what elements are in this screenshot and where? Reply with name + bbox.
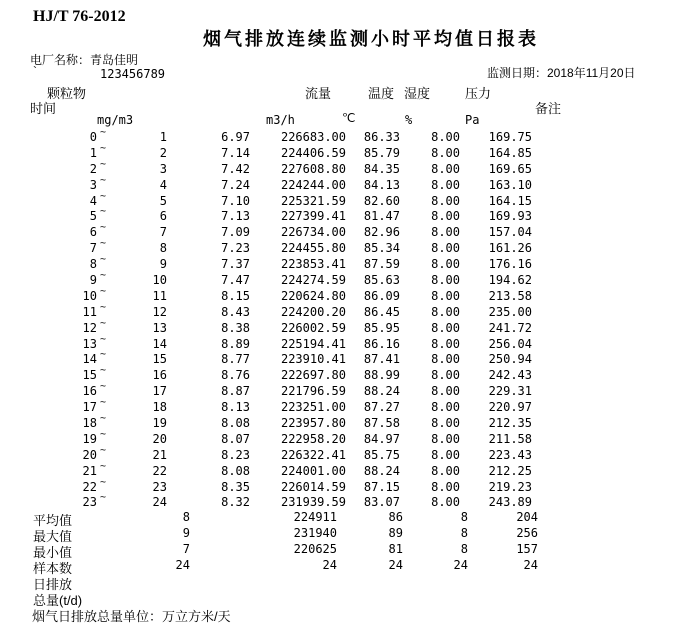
cell-flow: 231940 [293, 525, 337, 540]
cell-pressure: 256 [516, 525, 538, 540]
column-header-pressure: 压力 [465, 86, 492, 101]
cell-pressure: 176.16 [488, 257, 532, 272]
summary-label: 平均值 [33, 513, 73, 528]
cell-temperature: 85.95 [363, 320, 400, 335]
cell-particulate: 7.42 [221, 161, 250, 176]
cell-humidity: 8.00 [431, 400, 460, 415]
cell-flow: 220624.80 [280, 288, 346, 303]
cell-flow: 220625 [293, 541, 337, 556]
cell-hour-start: 2 [89, 161, 97, 176]
cell-particulate: 8.89 [221, 336, 250, 351]
cell-particulate: 8.32 [221, 495, 250, 510]
cell-particulate: 8.76 [221, 368, 250, 383]
cell-particulate: 7.13 [221, 209, 250, 224]
cell-humidity: 8.00 [431, 225, 460, 240]
cell-particulate: 7.09 [221, 225, 250, 240]
cell-temperature: 89 [388, 525, 403, 540]
cell-hour-start: 3 [89, 177, 97, 192]
cell-temperature: 83.07 [363, 495, 400, 510]
cell-pressure: 163.10 [488, 177, 532, 192]
cell-humidity: 8.00 [431, 479, 460, 494]
report-title: 烟气排放连续监测小时平均值日报表 [203, 29, 539, 49]
cell-flow: 223957.80 [280, 416, 346, 431]
cell-humidity: 8.00 [431, 130, 460, 144]
cell-pressure: 220.97 [488, 400, 532, 415]
time-separator: ~ [100, 460, 107, 472]
cell-particulate: 9 [182, 525, 190, 540]
time-separator: ~ [100, 428, 107, 440]
time-separator: ~ [100, 317, 107, 329]
cell-particulate: 7.10 [221, 193, 250, 208]
cell-particulate: 8.43 [221, 304, 250, 319]
time-separator: ~ [100, 174, 107, 186]
cell-humidity: 8.00 [431, 209, 460, 224]
cell-particulate: 8.77 [221, 352, 250, 367]
cell-hour-start: 19 [82, 431, 97, 446]
cell-hour-end: 6 [159, 209, 167, 224]
summary-row [0, 574, 677, 590]
cell-hour-end: 5 [159, 193, 167, 208]
time-separator: ~ [100, 142, 107, 154]
cell-flow: 225321.59 [280, 193, 346, 208]
cell-hour-start: 1 [89, 145, 97, 160]
time-separator: ~ [100, 127, 107, 138]
cell-hour-end: 2 [159, 145, 167, 160]
cell-humidity: 8.00 [431, 161, 460, 176]
cell-pressure: 194.62 [488, 273, 532, 288]
cell-hour-end: 9 [159, 257, 167, 272]
cell-flow: 226734.00 [280, 225, 346, 240]
cell-hour-start: 6 [89, 225, 97, 240]
cell-pressure: 164.85 [488, 145, 532, 160]
cell-hour-start: 23 [82, 495, 97, 510]
cell-temperature: 82.96 [363, 225, 400, 240]
cell-flow: 222958.20 [280, 431, 346, 446]
cell-hour-end: 18 [152, 400, 167, 415]
cell-hour-end: 19 [152, 416, 167, 431]
cell-temperature: 85.63 [363, 273, 400, 288]
cell-pressure: 212.25 [488, 463, 532, 478]
cell-temperature: 81.47 [363, 209, 400, 224]
cell-flow: 227399.41 [280, 209, 346, 224]
cell-pressure: 157 [516, 541, 538, 556]
plant-code: 123456789 [100, 67, 166, 81]
time-separator: ~ [100, 413, 107, 425]
time-separator: ~ [100, 285, 107, 297]
time-separator: ~ [100, 444, 107, 456]
monitor-date-label: 监测日期：2018年11月20日 [487, 66, 636, 80]
cell-hour-end: 20 [152, 431, 167, 446]
cell-hour-start: 4 [89, 193, 97, 208]
cell-particulate: 8 [182, 510, 190, 524]
cell-humidity: 8 [460, 510, 468, 524]
cell-hour-start: 10 [82, 288, 97, 303]
cell-temperature: 82.60 [363, 193, 400, 208]
cell-hour-end: 4 [159, 177, 167, 192]
cell-humidity: 8 [460, 541, 468, 556]
cell-pressure: 169.75 [488, 130, 532, 144]
time-separator: ~ [100, 397, 107, 409]
summary-label: 日排放 [33, 576, 73, 592]
summary-label: 最大值 [33, 528, 73, 544]
cell-particulate: 8.38 [221, 320, 250, 335]
cell-temperature: 86.16 [363, 336, 400, 351]
cell-flow: 224406.59 [280, 145, 346, 160]
cell-particulate: 8.08 [221, 416, 250, 431]
cell-hour-start: 13 [82, 336, 97, 351]
cell-particulate: 7 [182, 541, 190, 556]
cell-flow: 227608.80 [280, 161, 346, 176]
plant-mark: ` [33, 64, 37, 78]
cell-particulate: 8.08 [221, 463, 250, 478]
cell-temperature: 85.75 [363, 447, 400, 462]
cell-humidity: 8.00 [431, 352, 460, 367]
time-separator: ~ [100, 301, 107, 313]
cell-flow: 226014.59 [280, 479, 346, 494]
cell-hour-start: 22 [82, 479, 97, 494]
cell-flow: 226322.41 [280, 447, 346, 462]
time-separator: ~ [100, 190, 107, 202]
cell-hour-end: 11 [152, 288, 167, 303]
cell-flow: 225194.41 [280, 336, 346, 351]
cell-hour-start: 12 [82, 320, 97, 335]
cell-pressure: 161.26 [488, 241, 532, 256]
cell-temperature: 88.24 [363, 463, 400, 478]
column-header-flow: 流量 [305, 86, 332, 101]
cell-pressure: 250.94 [488, 352, 532, 367]
cell-hour-start: 0 [89, 130, 97, 144]
cell-humidity: 8.00 [431, 447, 460, 462]
cell-hour-end: 16 [152, 368, 167, 383]
cell-humidity: 8.00 [431, 384, 460, 399]
cell-temperature: 84.13 [363, 177, 400, 192]
cell-hour-start: 14 [82, 352, 97, 367]
cell-hour-start: 15 [82, 368, 97, 383]
cell-pressure: 169.65 [488, 161, 532, 176]
cell-hour-start: 21 [82, 463, 97, 478]
cell-hour-end: 7 [159, 225, 167, 240]
cell-humidity: 8 [460, 525, 468, 540]
unit-flow: m3/h [266, 113, 295, 127]
cell-flow: 231939.59 [280, 495, 346, 510]
cell-particulate: 7.37 [221, 257, 250, 272]
cell-humidity: 8.00 [431, 336, 460, 351]
cell-humidity: 8.00 [431, 193, 460, 208]
cell-temperature: 87.59 [363, 257, 400, 272]
cell-temperature: 81 [388, 541, 403, 556]
cell-particulate: 7.23 [221, 241, 250, 256]
cell-hour-end: 12 [152, 304, 167, 319]
unit-particulate: mg/m3 [97, 113, 134, 127]
cell-hour-start: 17 [82, 400, 97, 415]
summary-row [0, 558, 677, 574]
cell-hour-end: 8 [159, 241, 167, 256]
cell-temperature: 88.24 [363, 384, 400, 399]
cell-humidity: 24 [453, 557, 468, 572]
cell-temperature: 86.45 [363, 304, 400, 319]
cell-humidity: 8.00 [431, 320, 460, 335]
summary-row [0, 526, 677, 542]
cell-temperature: 86 [388, 510, 403, 524]
cell-particulate: 8.87 [221, 384, 250, 399]
cell-pressure: 219.23 [488, 479, 532, 494]
cell-pressure: 24 [523, 557, 538, 572]
time-separator: ~ [100, 206, 107, 218]
cell-hour-start: 8 [89, 257, 97, 272]
cell-hour-end: 23 [152, 479, 167, 494]
cell-flow: 224200.20 [280, 304, 346, 319]
cell-pressure: 241.72 [488, 320, 532, 335]
cell-humidity: 8.00 [431, 431, 460, 446]
summary-label: 样本数 [33, 560, 73, 576]
cell-hour-end: 22 [152, 463, 167, 478]
cell-humidity: 8.00 [431, 145, 460, 160]
cell-flow: 221796.59 [280, 384, 346, 399]
cell-temperature: 87.27 [363, 400, 400, 415]
cell-temperature: 84.35 [363, 161, 400, 176]
time-separator: ~ [100, 492, 107, 504]
cell-hour-end: 24 [152, 495, 167, 510]
cell-pressure: 157.04 [488, 225, 532, 240]
time-separator: ~ [100, 158, 107, 170]
cell-temperature: 86.09 [363, 288, 400, 303]
summary-label: 最小值 [33, 544, 73, 560]
time-separator: ~ [100, 476, 107, 488]
cell-pressure: 242.43 [488, 368, 532, 383]
cell-hour-end: 1 [159, 130, 167, 144]
cell-pressure: 256.04 [488, 336, 532, 351]
unit-temperature: ℃ [342, 111, 356, 125]
summary-rows [0, 510, 677, 592]
cell-temperature: 85.34 [363, 241, 400, 256]
cell-pressure: 223.43 [488, 447, 532, 462]
time-separator: ~ [100, 381, 107, 393]
cell-hour-end: 15 [152, 352, 167, 367]
hourly-rows [0, 127, 677, 511]
cell-humidity: 8.00 [431, 495, 460, 510]
cell-flow: 222697.80 [280, 368, 346, 383]
cell-pressure: 229.31 [488, 384, 532, 399]
cell-hour-start: 5 [89, 209, 97, 224]
cell-flow: 224911 [293, 510, 337, 524]
cell-pressure: 212.35 [488, 416, 532, 431]
cell-particulate: 8.35 [221, 479, 250, 494]
unit-pressure: Pa [465, 113, 480, 127]
cell-humidity: 8.00 [431, 257, 460, 272]
table-row [0, 492, 677, 511]
cell-flow: 224455.80 [280, 241, 346, 256]
cell-pressure: 204 [516, 510, 538, 524]
cell-particulate: 7.24 [221, 177, 250, 192]
cell-particulate: 6.97 [221, 130, 250, 144]
time-separator: ~ [100, 365, 107, 377]
column-header-particulate: 颗粒物 [47, 86, 87, 101]
cell-humidity: 8.00 [431, 241, 460, 256]
time-separator: ~ [100, 349, 107, 361]
cell-flow: 224244.00 [280, 177, 346, 192]
time-separator: ~ [100, 238, 107, 250]
cell-hour-start: 18 [82, 416, 97, 431]
cell-flow: 223910.41 [280, 352, 346, 367]
time-separator: ~ [100, 270, 107, 282]
cell-temperature: 24 [388, 557, 403, 572]
cell-temperature: 87.15 [363, 479, 400, 494]
cell-particulate: 8.13 [221, 400, 250, 415]
cell-humidity: 8.00 [431, 368, 460, 383]
cell-humidity: 8.00 [431, 177, 460, 192]
cell-particulate: 24 [175, 557, 190, 572]
flow-total-unit-note: 烟气日排放总量单位：万立方米/天 [32, 609, 231, 624]
cell-pressure: 235.00 [488, 304, 532, 319]
column-header-humidity: 湿度 [404, 86, 431, 101]
cell-hour-start: 11 [82, 304, 97, 319]
cell-hour-end: 17 [152, 384, 167, 399]
cell-flow: 224274.59 [280, 273, 346, 288]
cell-pressure: 243.89 [488, 495, 532, 510]
cell-flow: 223251.00 [280, 400, 346, 415]
cell-particulate: 8.07 [221, 431, 250, 446]
cell-hour-end: 14 [152, 336, 167, 351]
cell-temperature: 87.58 [363, 416, 400, 431]
cell-flow: 223853.41 [280, 257, 346, 272]
cell-hour-start: 20 [82, 447, 97, 462]
cell-flow: 224001.00 [280, 463, 346, 478]
cell-pressure: 169.93 [488, 209, 532, 224]
cell-hour-start: 9 [89, 273, 97, 288]
cell-temperature: 86.33 [363, 130, 400, 144]
cell-pressure: 211.58 [488, 431, 532, 446]
cell-particulate: 7.14 [221, 145, 250, 160]
cell-temperature: 88.99 [363, 368, 400, 383]
cell-temperature: 87.41 [363, 352, 400, 367]
standard-code: HJ/T 76-2012 [33, 8, 126, 25]
cell-humidity: 8.00 [431, 463, 460, 478]
unit-humidity: % [405, 113, 413, 127]
plant-name-label: 电厂名称：青岛佳明 [30, 53, 139, 67]
cell-humidity: 8.00 [431, 304, 460, 319]
column-header-remark: 备注 [535, 101, 562, 116]
cell-flow: 226683.00 [280, 130, 346, 144]
cell-humidity: 8.00 [431, 288, 460, 303]
cell-hour-end: 13 [152, 320, 167, 335]
summary-row [0, 510, 677, 526]
cell-particulate: 8.15 [221, 288, 250, 303]
cell-hour-end: 10 [152, 273, 167, 288]
cell-humidity: 8.00 [431, 273, 460, 288]
cell-flow: 226002.59 [280, 320, 346, 335]
cell-pressure: 213.58 [488, 288, 532, 303]
column-header-time: 时间 [30, 101, 57, 116]
cell-hour-start: 16 [82, 384, 97, 399]
cell-pressure: 164.15 [488, 193, 532, 208]
time-separator: ~ [100, 254, 107, 266]
cell-particulate: 8.23 [221, 447, 250, 462]
cell-flow: 24 [322, 557, 337, 572]
cell-hour-end: 21 [152, 447, 167, 462]
time-separator: ~ [100, 222, 107, 234]
column-header-temperature: 温度 [368, 86, 395, 101]
daily-total-label: 总量(t/d) [33, 593, 83, 608]
cell-particulate: 7.47 [221, 273, 250, 288]
cell-temperature: 85.79 [363, 145, 400, 160]
cell-hour-start: 7 [89, 241, 97, 256]
time-separator: ~ [100, 333, 107, 345]
cell-humidity: 8.00 [431, 416, 460, 431]
cell-hour-end: 3 [159, 161, 167, 176]
cell-temperature: 84.97 [363, 431, 400, 446]
summary-row [0, 542, 677, 558]
